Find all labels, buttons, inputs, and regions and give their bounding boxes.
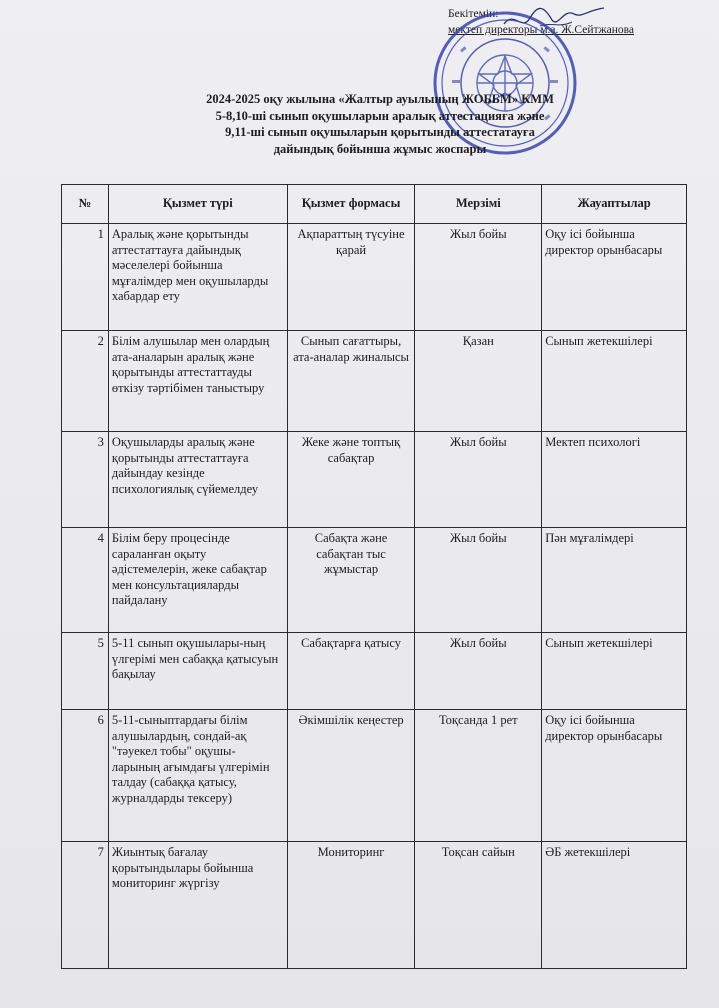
table-row (62, 331, 687, 432)
table-row (62, 224, 687, 331)
row-number: 3 (62, 432, 109, 528)
row-number: 4 (62, 528, 109, 633)
table-row (62, 842, 687, 969)
row-number: 6 (62, 710, 109, 842)
responsible: ӘБ жетекшілері (542, 842, 687, 969)
activity-type: 5-11 сынып оқушылары-ның үлгерімі мен сабаққа қатысуын бақылау (108, 633, 287, 710)
table-row (62, 710, 687, 842)
activity-type: Білім алушылар мен олардың ата-аналарын аралық және қорытынды аттестаттауды өткізу тәртібімен таныстыру (108, 331, 287, 432)
header-number: № (62, 185, 109, 224)
deadline: Тоқсанда 1 рет (415, 710, 542, 842)
activity-type: Аралық және қорытынды аттестаттауға дайындық мәселелері бойынша мұғалімдер мен оқушыларды хабардар ету (108, 224, 287, 331)
header-activity-type: Қызмет түрі (108, 185, 287, 224)
row-number: 5 (62, 633, 109, 710)
header-activity-form: Қызмет формасы (287, 185, 415, 224)
row-number: 7 (62, 842, 109, 969)
responsible: Оқу ісі бойынша директор орынбасары (542, 710, 687, 842)
deadline: Жыл бойы (415, 633, 542, 710)
title-line-1: 2024-2025 оқу жылына «Жалтыр ауылының ЖОББМ» КММ (206, 92, 554, 106)
activity-form: Сабақтарға қатысу (287, 633, 415, 710)
responsible: Сынып жетекшілері (542, 633, 687, 710)
title-line-3: 9,11-ші сынып оқушыларын қорытынды аттестатауға (225, 125, 535, 139)
document-title (120, 91, 640, 157)
responsible: Оқу ісі бойынша директор орынбасары (542, 224, 687, 331)
title-line-4: дайындық бойынша жұмыс жоспары (273, 141, 487, 156)
table-header-row (62, 185, 687, 224)
table-row (62, 633, 687, 710)
deadline: Жыл бойы (415, 432, 542, 528)
activity-form: Сынып сағаттыры, ата-аналар жиналысы (287, 331, 415, 432)
table-row (62, 528, 687, 633)
header-responsible: Жауаптылар (542, 185, 687, 224)
activity-type: Білім беру процесінде сараланған оқыту әдістемелерін, жеке сабақтар мен консультацияларды пайдалану (108, 528, 287, 633)
row-number: 2 (62, 331, 109, 432)
responsible: Пән мұғалімдері (542, 528, 687, 633)
approval-heading: Бекітемін: (448, 8, 499, 20)
approval-director: мектеп директоры м.а. Ж.Сейтжанова (448, 24, 635, 36)
title-line-2: 5-8,10-ші сынып оқушыларын аралық аттестацияға және (215, 108, 545, 123)
activity-form: Ақпараттың түсуіне қарай (287, 224, 415, 331)
activity-form: Жеке және топтық сабақтар (287, 432, 415, 528)
activity-form: Сабақта және сабақтан тыс жұмыстар (287, 528, 415, 633)
deadline: Жыл бойы (415, 224, 542, 331)
deadline: Тоқсан сайын (415, 842, 542, 969)
deadline: Қазан (415, 331, 542, 432)
work-plan-table (61, 184, 687, 969)
activity-form: Мониторинг (287, 842, 415, 969)
row-number: 1 (62, 224, 109, 331)
responsible: Мектеп психологі (542, 432, 687, 528)
responsible: Сынып жетекшілері (542, 331, 687, 432)
table-row (62, 432, 687, 528)
activity-type: Жиынтық бағалау қорытындылары бойынша мониторинг жүргізу (108, 842, 287, 969)
activity-type: 5-11-сыныптардағы білім алушылардың, сондай-ақ "тәуекел тобы" оқушы-ларының ағымдағы үлгерімін талдау (сабаққа қатысу, журналдарды тексеру) (108, 710, 287, 842)
activity-form: Әкімшілік кеңестер (287, 710, 415, 842)
header-deadline: Мерзімі (415, 185, 542, 224)
deadline: Жыл бойы (415, 528, 542, 633)
activity-type: Оқушыларды аралық және қорытынды аттестаттауға дайындау кезінде психологиялық сүйемелдеу (108, 432, 287, 528)
